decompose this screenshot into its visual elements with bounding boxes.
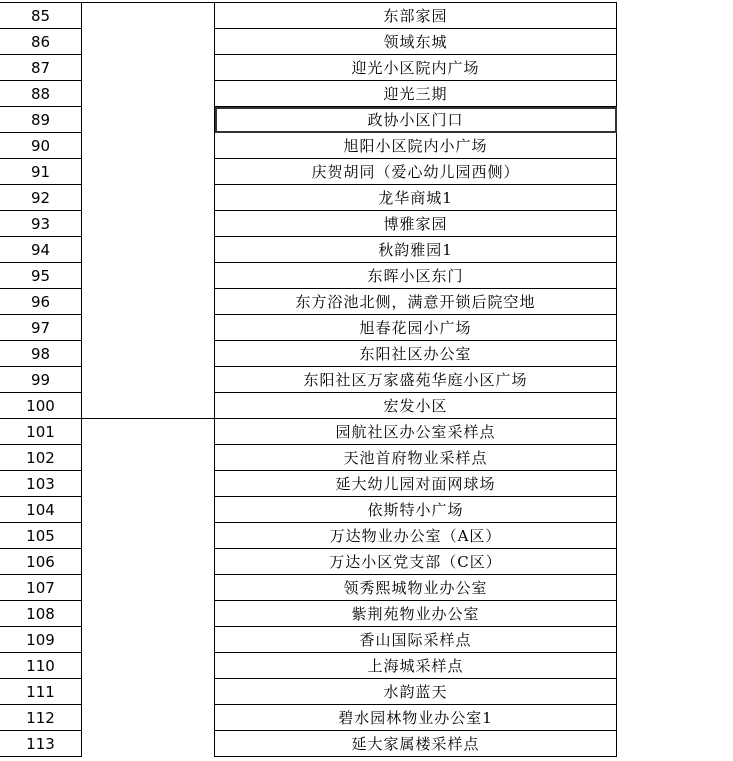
row-number-cell[interactable]: 111 [0, 679, 82, 705]
location-cell[interactable]: 上海城采样点 [215, 653, 617, 679]
table-row [0, 315, 733, 341]
row-number-cell[interactable]: 113 [0, 731, 82, 757]
row-number-cell[interactable]: 104 [0, 497, 82, 523]
location-cell[interactable]: 东方浴池北侧，满意开锁后院空地 [215, 289, 617, 315]
grid-top-border [0, 2, 617, 3]
table-row [0, 523, 733, 549]
location-cell[interactable]: 迎光小区院内广场 [215, 55, 617, 81]
row-number-cell[interactable]: 100 [0, 393, 82, 419]
row-number-cell[interactable]: 97 [0, 315, 82, 341]
location-cell[interactable]: 东晖小区东门 [215, 263, 617, 289]
table-row [0, 3, 733, 29]
table-row [0, 731, 733, 757]
row-number-cell[interactable]: 90 [0, 133, 82, 159]
row-number-cell[interactable]: 85 [0, 3, 82, 29]
table-row [0, 627, 733, 653]
table-row [0, 419, 733, 445]
location-cell[interactable]: 天池首府物业采样点 [215, 445, 617, 471]
table-row [0, 263, 733, 289]
location-cell[interactable]: 碧水园林物业办公室1 [215, 705, 617, 731]
row-number-cell[interactable]: 105 [0, 523, 82, 549]
merged-cell[interactable] [82, 471, 215, 497]
location-cell[interactable]: 延大家属楼采样点 [215, 731, 617, 757]
merged-cell[interactable] [82, 289, 215, 315]
row-number-cell[interactable]: 91 [0, 159, 82, 185]
location-cell[interactable]: 水韵蓝天 [215, 679, 617, 705]
row-number-cell[interactable]: 107 [0, 575, 82, 601]
group-divider [82, 418, 215, 419]
location-cell[interactable]: 迎光三期 [215, 81, 617, 107]
row-number-cell[interactable]: 86 [0, 29, 82, 55]
merged-cell[interactable] [82, 159, 215, 185]
location-cell[interactable]: 紫荆苑物业办公室 [215, 601, 617, 627]
location-cell[interactable]: 龙华商城1 [215, 185, 617, 211]
location-cell[interactable]: 旭阳小区院内小广场 [215, 133, 617, 159]
merged-cell[interactable] [82, 107, 215, 133]
location-cell[interactable]: 秋韵雅园1 [215, 237, 617, 263]
merged-cell[interactable] [82, 263, 215, 289]
row-number-cell[interactable]: 94 [0, 237, 82, 263]
table-row [0, 393, 733, 419]
row-number-cell[interactable]: 106 [0, 549, 82, 575]
row-number-cell[interactable]: 110 [0, 653, 82, 679]
table-row [0, 601, 733, 627]
row-number-cell[interactable]: 96 [0, 289, 82, 315]
merged-cell[interactable] [82, 497, 215, 523]
location-cell[interactable]: 东部家园 [215, 3, 617, 29]
table-row [0, 185, 733, 211]
table-row [0, 575, 733, 601]
table-row [0, 497, 733, 523]
row-number-cell[interactable]: 112 [0, 705, 82, 731]
row-number-cell[interactable]: 109 [0, 627, 82, 653]
merged-cell[interactable] [82, 367, 215, 393]
merged-cell[interactable] [82, 185, 215, 211]
merged-cell[interactable] [82, 575, 215, 601]
table-row [0, 107, 733, 133]
table-row [0, 55, 733, 81]
merged-cell[interactable] [82, 133, 215, 159]
location-cell[interactable]: 万达物业办公室（A区） [215, 523, 617, 549]
table-row [0, 367, 733, 393]
table-row [0, 211, 733, 237]
row-number-cell[interactable]: 99 [0, 367, 82, 393]
row-number-cell[interactable]: 87 [0, 55, 82, 81]
table-row [0, 159, 733, 185]
merged-cell[interactable] [82, 29, 215, 55]
table-row [0, 471, 733, 497]
location-cell[interactable]: 政协小区门口 [215, 107, 617, 133]
location-cell[interactable]: 领秀熙城物业办公室 [215, 575, 617, 601]
location-cell[interactable]: 万达小区党支部（C区） [215, 549, 617, 575]
location-cell[interactable]: 领域东城 [215, 29, 617, 55]
row-number-cell[interactable]: 102 [0, 445, 82, 471]
table-row [0, 237, 733, 263]
row-number-cell[interactable]: 93 [0, 211, 82, 237]
merged-cell[interactable] [82, 679, 215, 705]
table-row [0, 133, 733, 159]
location-cell[interactable]: 香山国际采样点 [215, 627, 617, 653]
merged-cell[interactable] [82, 627, 215, 653]
location-cell[interactable]: 东阳社区万家盛苑华庭小区广场 [215, 367, 617, 393]
row-number-cell[interactable]: 98 [0, 341, 82, 367]
merged-cell[interactable] [82, 653, 215, 679]
row-number-cell[interactable]: 108 [0, 601, 82, 627]
table-row [0, 445, 733, 471]
row-number-cell[interactable]: 95 [0, 263, 82, 289]
merged-cell[interactable] [82, 549, 215, 575]
merged-cell[interactable] [82, 445, 215, 471]
location-cell[interactable]: 旭春花园小广场 [215, 315, 617, 341]
table-row [0, 341, 733, 367]
row-number-cell[interactable]: 101 [0, 419, 82, 445]
merged-cell[interactable] [82, 3, 215, 29]
row-number-cell[interactable]: 103 [0, 471, 82, 497]
table-row [0, 29, 733, 55]
row-number-cell[interactable]: 88 [0, 81, 82, 107]
table-row [0, 81, 733, 107]
merged-cell[interactable] [82, 55, 215, 81]
table-row [0, 679, 733, 705]
table-row [0, 705, 733, 731]
location-cell[interactable]: 宏发小区 [215, 393, 617, 419]
merged-cell[interactable] [82, 393, 215, 419]
merged-cell[interactable] [82, 601, 215, 627]
location-cell[interactable]: 东阳社区办公室 [215, 341, 617, 367]
merged-cell[interactable] [82, 705, 215, 731]
merged-cell[interactable] [82, 419, 215, 445]
table-row [0, 289, 733, 315]
location-cell[interactable]: 庆贺胡同（爱心幼儿园西侧） [215, 159, 617, 185]
table-row [0, 549, 733, 575]
merged-cell[interactable] [82, 315, 215, 341]
row-number-cell[interactable]: 89 [0, 107, 82, 133]
location-cell[interactable]: 园航社区办公室采样点 [215, 419, 617, 445]
row-number-cell[interactable]: 92 [0, 185, 82, 211]
location-cell[interactable]: 依斯特小广场 [215, 497, 617, 523]
merged-cell[interactable] [82, 523, 215, 549]
merged-cell[interactable] [82, 81, 215, 107]
location-cell[interactable]: 博雅家园 [215, 211, 617, 237]
merged-cell[interactable] [82, 211, 215, 237]
merged-cell[interactable] [82, 731, 215, 757]
merged-cell[interactable] [82, 341, 215, 367]
merged-cell[interactable] [82, 237, 215, 263]
table-row [0, 653, 733, 679]
location-cell[interactable]: 延大幼儿园对面网球场 [215, 471, 617, 497]
